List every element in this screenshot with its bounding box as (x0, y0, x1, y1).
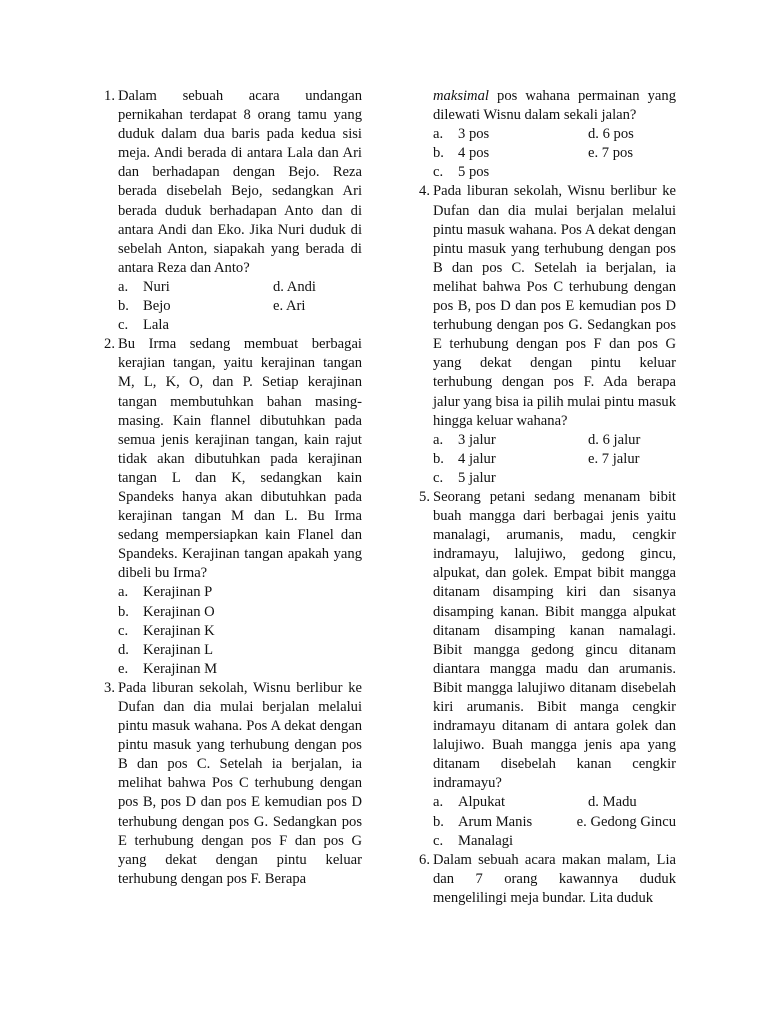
option-b: b. Arum Manis (433, 813, 533, 830)
question-6 (406, 851, 676, 908)
question-text: Seorang petani sedang menanam bibit buah mangga dari berbagai jenis yaitu manalagi, arumanis, madu, cengkir indramayu, lalujiwo, gedong gincu, alpukat, dan golek. Empat bibit mangga ditanam disamping kiri dan sisanya disamping kanan. Bibit mangga alpukat ditanam disamping kanan namalagi. Bibit mangga gedong gincu ditanam diantara mangga madu dan arumanis. Bibit mangga lalujiwo ditanam disebelah kiri arumanis. Bibit manga cengkir indramayu ditanam di antara golek dan lalujiwo. Buah mangga jenis apa yang ditanam disebelah kanan cengkir indramayu? (433, 488, 676, 792)
answer-options (118, 583, 362, 678)
question-number: 1. (104, 88, 115, 104)
question-text: maksimal pos wahana permainan yang dilewati Wisnu dalam sekali jalan? (433, 88, 676, 124)
question-3 (91, 679, 362, 889)
answer-options (433, 125, 676, 182)
option-d: d. Kerajinan L (118, 641, 214, 658)
answer-options (118, 278, 362, 335)
question-number: 6. (419, 851, 430, 868)
answer-options (433, 793, 676, 850)
question-number: 2. (104, 336, 115, 353)
option-e: e. 7 jalur (588, 450, 640, 467)
question-text: Dalam sebuah acara undangan pernikahan terdapat 8 orang tamu yang duduk dalam dua baris pada kedua sisi meja. Andi berada di antara Lala dan Ari dan berhadapan dengan Bejo. Reza berada disebelah Bejo, sedangkan Ari berada duduk berhadapan Anto dan di antara Andi dan Eko. Jika Nuri duduk di sebelah Anton, siapakah yang berada di antara Reza dan Anto? (118, 88, 362, 276)
option-c: c. Lala (118, 317, 169, 334)
question-4 (406, 182, 676, 488)
option-a: a. Nuri (118, 278, 170, 295)
question-text: Pada liburan sekolah, Wisnu berlibur ke Dufan dan dia mulai berjalan melalui pintu masuk wahana. Pos A dekat dengan pintu masuk yang terhubung dengan pos B dan pos C. Setelah ia berjalan, ia melihat bahwa Pos C terhubung dengan pos B, pos D dan pos E kemudian pos D terhubung dengan pos G. Sedangkan pos E terhubung dengan pos F dan pos G yang dekat dengan pintu keluar terhubung dengan pos F. Berapa (118, 679, 362, 887)
answer-options (433, 431, 676, 488)
option-a: a. Alpukat (433, 794, 506, 811)
option-c: c. Kerajinan K (118, 622, 215, 639)
option-b: b. Bejo (118, 298, 171, 315)
option-b: b. 4 jalur (433, 450, 496, 467)
emphasis-text: maksimal (433, 88, 489, 104)
option-e: e. Kerajinan M (118, 660, 218, 677)
question-3-continued (406, 87, 676, 182)
option-d: d. Madu (588, 794, 637, 811)
question-number: 5. (419, 488, 430, 505)
question-5 (406, 488, 676, 851)
option-d: d. 6 jalur (588, 431, 641, 448)
option-a: a. Kerajinan P (118, 584, 213, 601)
question-number: 3. (104, 679, 115, 696)
right-column (406, 87, 676, 908)
option-d: d. Andi (273, 278, 316, 295)
option-c: c. 5 jalur (433, 469, 496, 486)
question-number: 4. (419, 183, 430, 200)
option-b: b. Kerajinan O (118, 603, 215, 620)
question-text: Dalam sebuah acara makan malam, Lia dan 7 orang kawannya duduk mengelilingi meja bundar. Lita duduk (433, 851, 676, 906)
option-e: e. Gedong Gincu (576, 813, 676, 830)
question-2 (91, 335, 362, 679)
option-e: e. Ari (273, 298, 306, 315)
question-text: Pada liburan sekolah, Wisnu berlibur ke Dufan dan dia mulai berjalan melalui pintu masuk wahana. Pos A dekat dengan pintu masuk yang terhubung dengan pos B dan pos C. Setelah ia berjalan, ia melihat bahwa Pos C terhubung dengan pos B, pos D dan pos E kemudian pos D terhubung dengan pos G. Sedangkan pos E terhubung dengan pos F dan pos G yang dekat dengan pintu keluar terhubung dengan pos F. Ada berapa jalur yang bisa ia pilih mulai pintu masuk hingga keluar wahana? (433, 183, 676, 429)
option-c: c. Manalagi (433, 832, 514, 849)
question-1 (91, 87, 362, 335)
option-d: d. 6 pos (588, 126, 634, 143)
option-b: b. 4 pos (433, 145, 490, 162)
left-column (91, 87, 362, 889)
option-c: c. 5 pos (433, 164, 490, 181)
option-e: e. 7 pos (588, 145, 634, 162)
question-text: Bu Irma sedang membuat berbagai kerajian tangan, yaitu kerajinan tangan M, L, K, O, dan P. Setiap kerajinan tangan membutuhkan bahan masing-masing. Kain flannel dibutuhkan pada semua jenis kerajinan tangan, kain rajut tidak akan dibutuhkan pada kerajinan tangan L dan K, sedangkan kain Spandeks hanya akan dibutuhkan pada kerajinan tangan M dan L. Bu Irma sedang mempersiapkan kain Flanel dan Spandeks. Kerajinan tangan apakah yang dibeli bu Irma? (118, 336, 362, 582)
option-a: a. 3 pos (433, 126, 490, 143)
option-a: a. 3 jalur (433, 431, 496, 448)
